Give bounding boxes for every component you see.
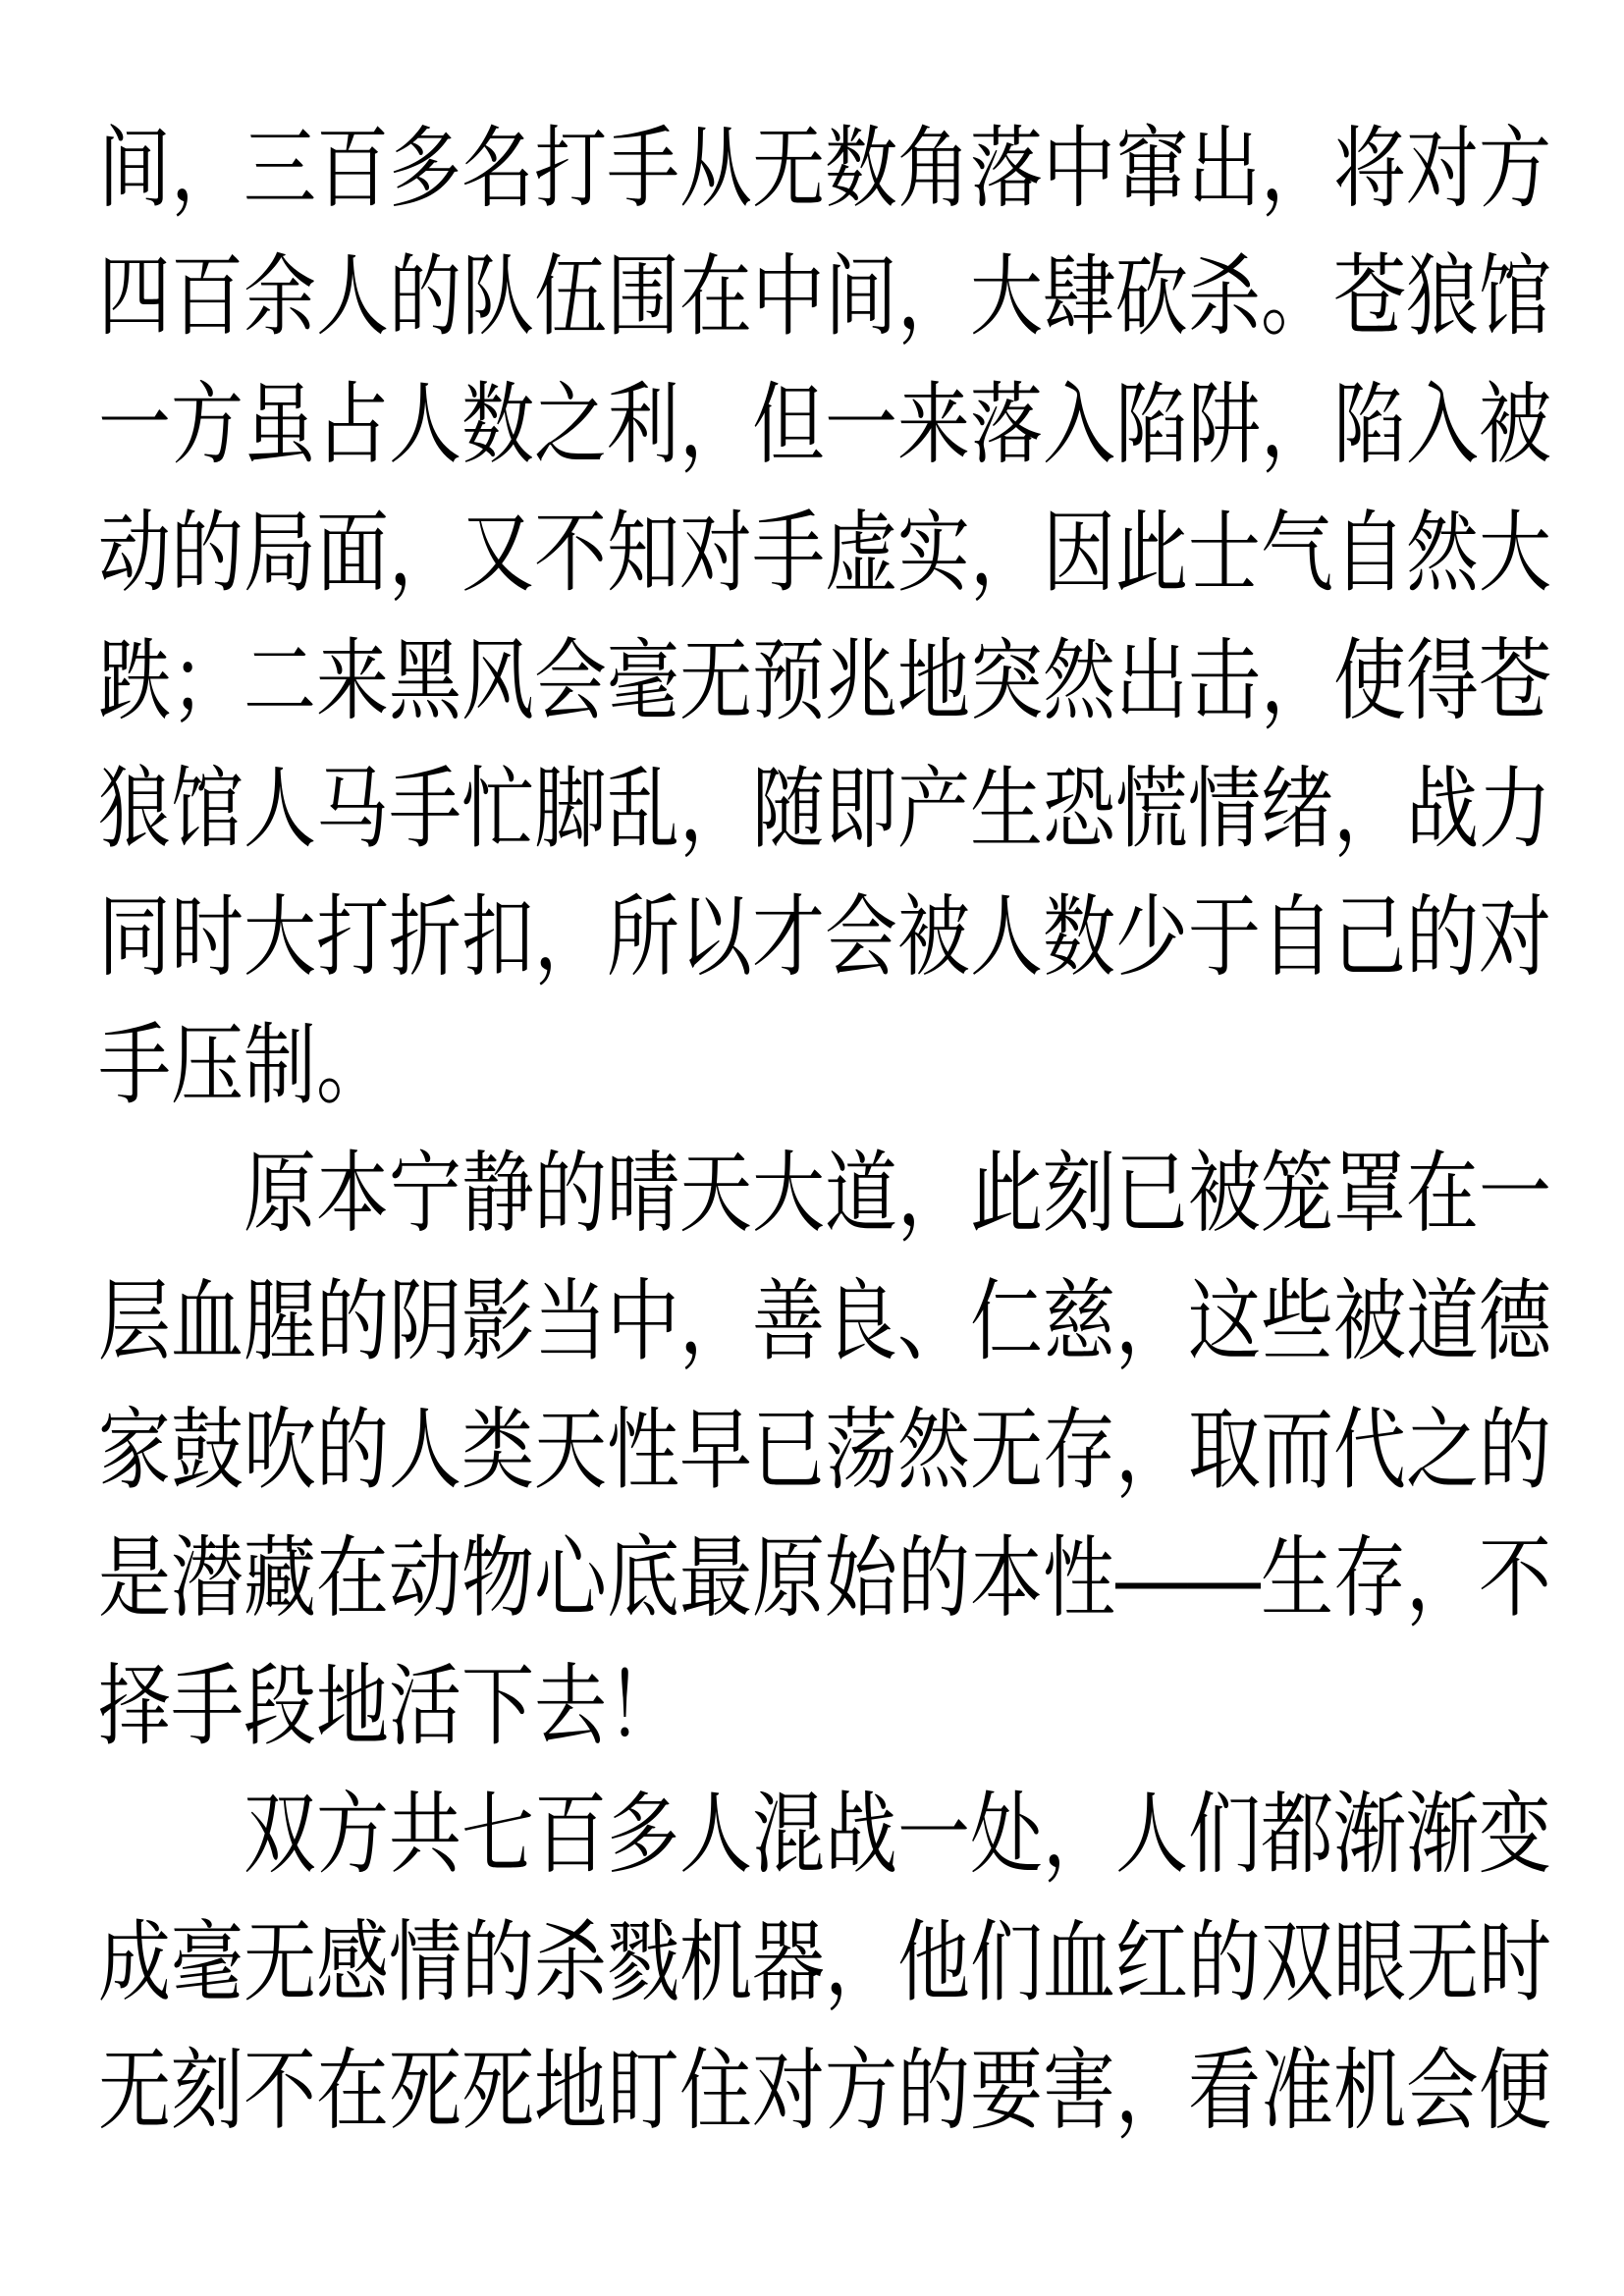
text-line: 四百余人的队伍围在中间，大肆砍杀。苍狼馆 bbox=[98, 246, 1551, 347]
text-line: 成毫无感情的杀戮机器，他们血红的双眼无时 bbox=[98, 1912, 1551, 2012]
text-line: 同时大打折扣，所以才会被人数少于自己的对 bbox=[98, 886, 1551, 988]
text-line: 双方共七百多人混战一处，人们都渐渐变 bbox=[244, 1784, 1551, 1884]
text-line: 家鼓吹的人类天性早已荡然无存，取而代之的 bbox=[98, 1400, 1551, 1500]
text-line: 层血腥的阴影当中，善良、仁慈，这些被道德 bbox=[98, 1271, 1551, 1371]
text-line: 狼馆人马手忙脚乱，随即产生恐慌情绪，战力 bbox=[98, 759, 1551, 859]
text-line: 择手段地活下去！ bbox=[98, 1656, 679, 1756]
text-line: 无刻不在死死地盯住对方的要害，看准机会便 bbox=[98, 2040, 1551, 2140]
text-line: 是潜藏在动物心底最原始的本性——生存，不 bbox=[98, 1527, 1551, 1628]
body-text bbox=[98, 104, 1563, 2155]
text-line: 动的局面，又不知对手虚实，因此士气自然大 bbox=[98, 503, 1551, 603]
text-line: 手压制。 bbox=[98, 1015, 389, 1115]
text-line: 一方虽占人数之利，但一来落入陷阱，陷入被 bbox=[98, 374, 1551, 474]
text-line: 原本宁静的晴天大道，此刻已被笼罩在一 bbox=[244, 1143, 1551, 1244]
text-line: 跌；二来黑风会毫无预兆地突然出击，使得苍 bbox=[98, 630, 1551, 731]
text-line: 间，三百多名打手从无数角落中窜出，将对方 bbox=[98, 118, 1551, 218]
